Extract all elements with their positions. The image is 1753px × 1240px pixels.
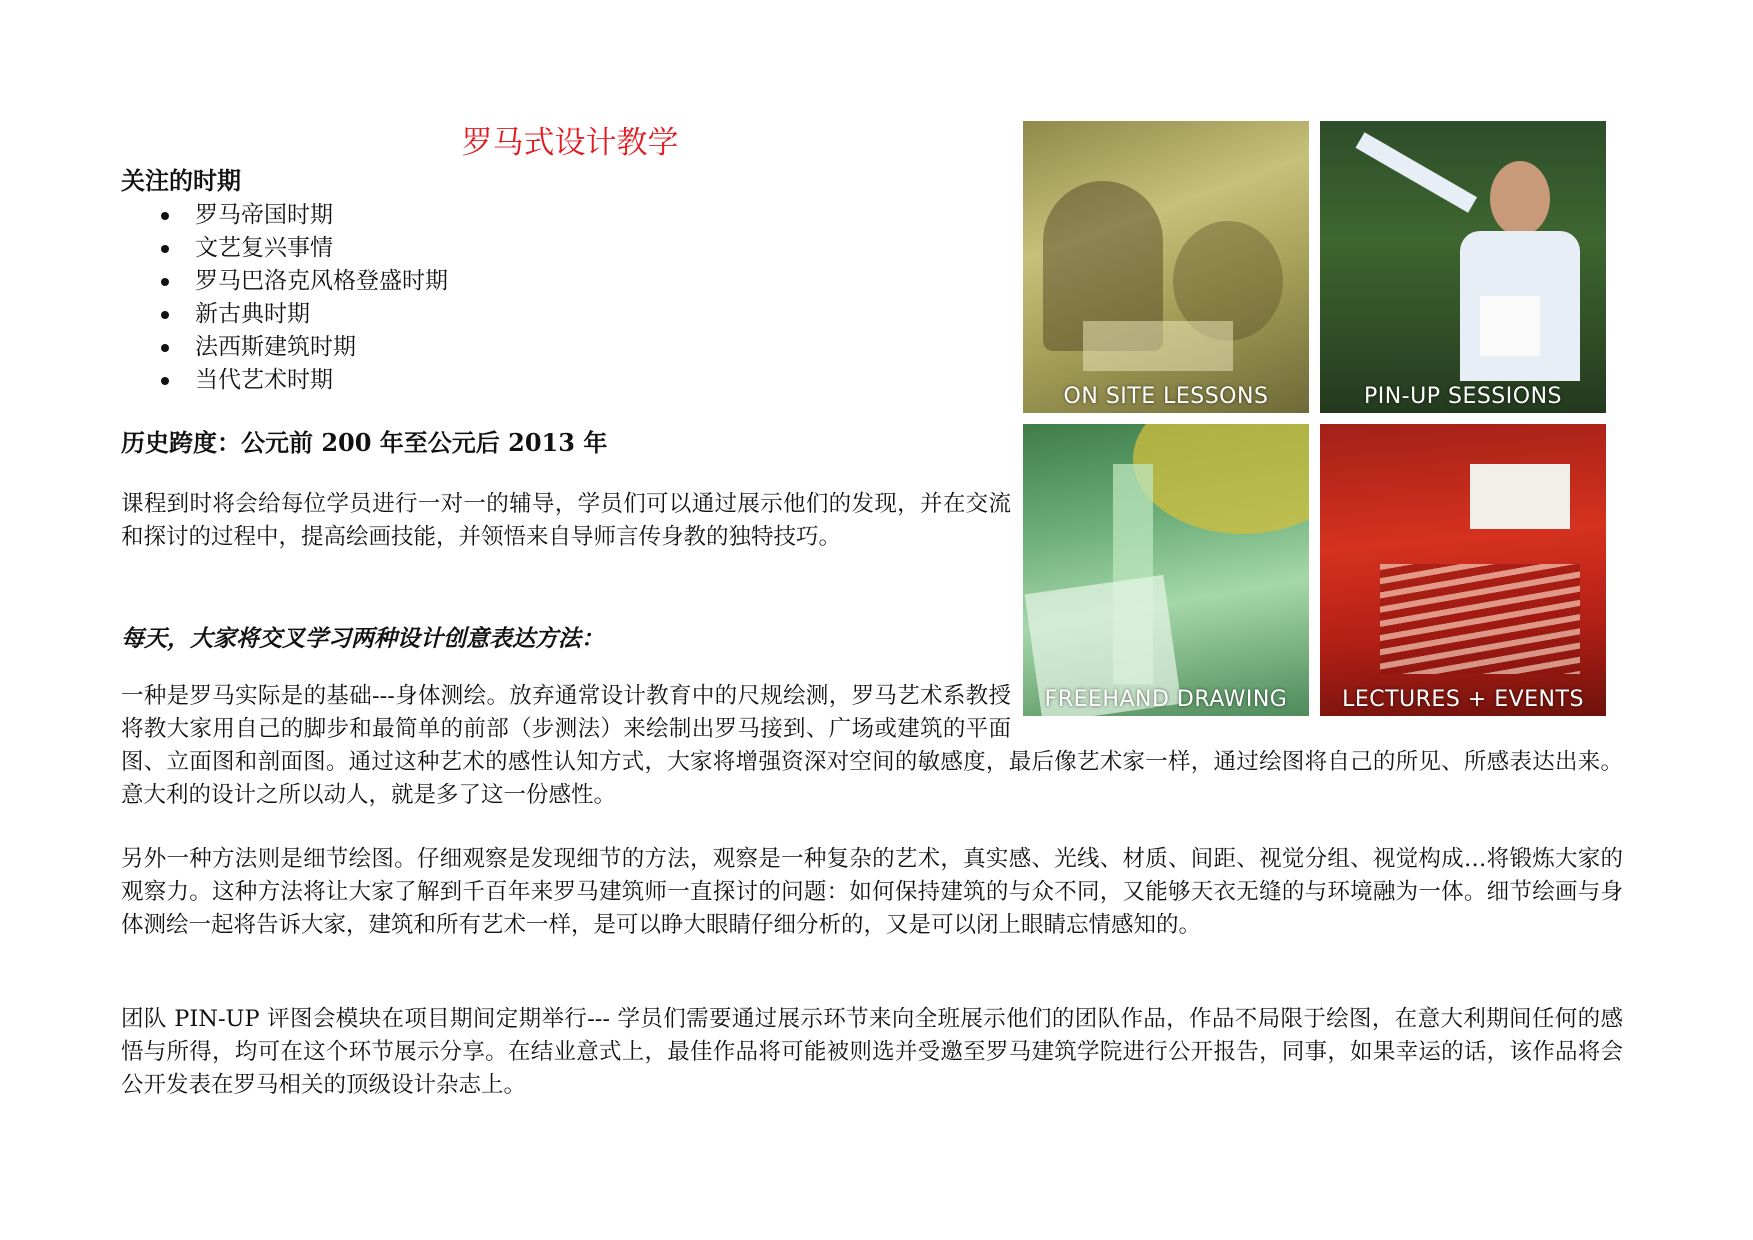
periods-heading: 关注的时期 [121, 166, 241, 195]
list-item [121, 364, 448, 397]
speaker-head [1490, 161, 1550, 236]
list-item-label: 新古典时期 [195, 301, 310, 327]
daily-methods-heading: 每天，大家将交叉学习两种设计创意表达方法： [121, 625, 604, 652]
page-title: 罗马式设计教学 [461, 125, 679, 161]
sketchbook-shape [1083, 321, 1233, 371]
list-item [121, 199, 448, 232]
photo-caption: LECTURES + EVENTS [1342, 687, 1584, 712]
photo-caption: PIN-UP SESSIONS [1363, 384, 1563, 409]
photo-lectures-events [1320, 424, 1606, 716]
list-item-label: 当代艺术时期 [195, 367, 333, 393]
list-item-label: 罗马帝国时期 [195, 202, 333, 228]
list-item [121, 298, 448, 331]
bullet-icon [161, 245, 169, 253]
photo-freehand-drawing [1023, 424, 1309, 716]
bullet-icon [161, 311, 169, 319]
photo-on-site-lessons [1023, 121, 1309, 413]
projection-screen [1470, 464, 1570, 529]
list-item-label: 法西斯建筑时期 [195, 334, 356, 360]
list-item [121, 265, 448, 298]
bullet-icon [161, 344, 169, 352]
paper-sheet [1480, 296, 1540, 356]
method-one-text: 一种是罗马实际是的基础---身体测绘。放弃通常设计教育中的尺规绘测，罗马艺术系教授将教大家用自己的脚步和最简单的前部（步测法）来绘制出罗马接到、广场或建筑的平面图、立面图和剖面图。通过这种艺术的感性认知方式，大家将增强资深对空间的敏感度，最后像艺术家一样，通过绘图将自己的所见、所感表达出来。意大利的设计之所以动人，就是多了这一份感性。 [121, 683, 1623, 808]
list-item-label: 文艺复兴事情 [195, 235, 333, 261]
list-item [121, 331, 448, 364]
photo-pin-up-sessions [1320, 121, 1606, 413]
bullet-icon [161, 278, 169, 286]
intro-paragraph: 课程到时将会给每位学员进行一对一的辅导，学员们可以通过展示他们的发现，并在交流和探讨的过程中，提高绘画技能，并领悟来自导师言传身教的独特技巧。 [121, 491, 1011, 550]
audience-rows [1380, 564, 1580, 674]
photo-caption: ON SITE LESSONS [1063, 384, 1269, 409]
history-span-heading: 历史跨度：公元前 200 年至公元后 2013 年 [121, 428, 608, 457]
list-item-label: 罗马巴洛克风格登盛时期 [195, 268, 448, 294]
method-two-paragraph: 另外一种方法则是细节绘图。仔细观察是发现细节的方法，观察是一种复杂的艺术，真实感、光线、材质、间距、视觉分组、视觉构成…将锻炼大家的观察力。这种方法将让大家了解到千百年来罗马建筑师一直探讨的问题：如何保持建筑的与众不同，又能够天衣无缝的与环境融为一体。细节绘画与身体测绘一起将告诉大家，建筑和所有艺术一样，是可以睁大眼睛仔细分析的，又是可以闭上眼睛忘情感知的。 [121, 846, 1623, 938]
team-pinup-paragraph: 团队 PIN-UP 评图会模块在项目期间定期举行--- 学员们需要通过展示环节来向全班展示他们的团队作品，作品不局限于绘图，在意大利期间任何的感悟与所得，均可在这个环节展示分享。在结业意式上，最佳作品将可能被则选并受邀至罗马建筑学院进行公开报告，同事，如果幸运的话，该作品将会公开发表在罗马相关的顶级设计杂志上。 [121, 1006, 1623, 1098]
list-item [121, 232, 448, 265]
bullet-icon [161, 212, 169, 220]
dome-shape [1133, 424, 1309, 534]
speaker-arm [1356, 132, 1478, 213]
photo-caption: FREEHAND DRAWING [1044, 687, 1288, 712]
periods-list [121, 199, 448, 397]
bullet-icon [161, 377, 169, 385]
